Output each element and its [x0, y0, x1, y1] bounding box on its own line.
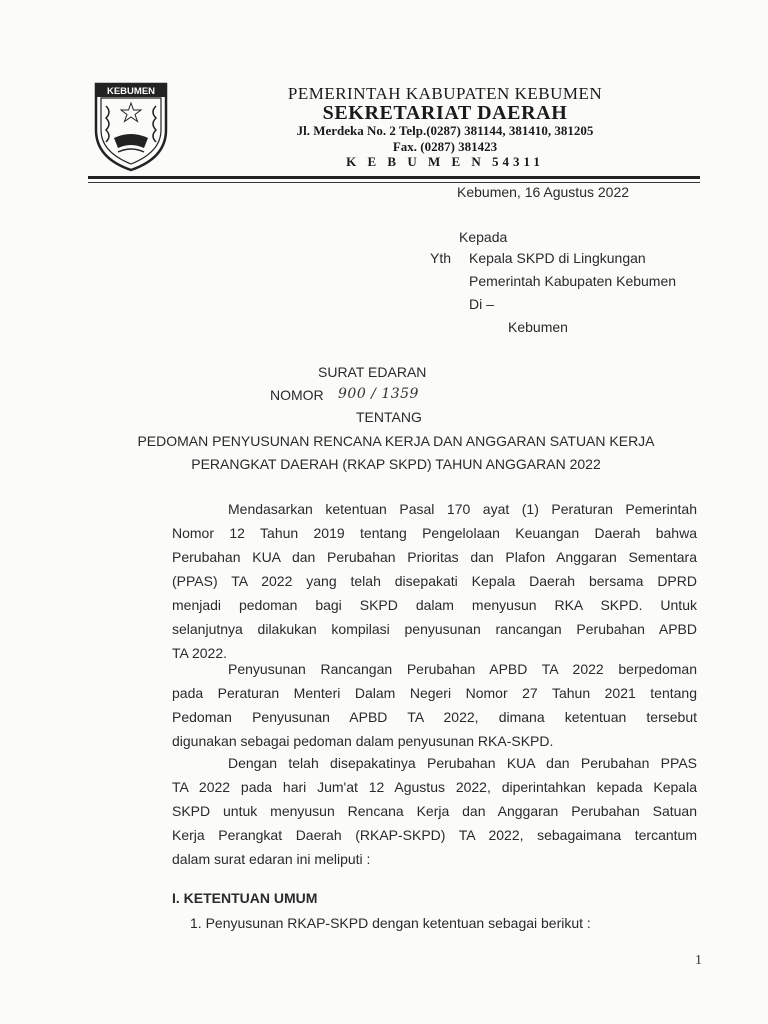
paragraph-line: Pedoman Penyusunan APBD TA 2022, dimana ketentuan tersebut [172, 709, 697, 725]
logo-text: KEBUMEN [106, 86, 156, 97]
paragraph-line: Dengan telah disepakatinya Perubahan KUA dan Perubahan PPAS [228, 755, 697, 771]
letterhead-fax: Fax. (0287) 381423 [392, 139, 498, 154]
letter-date: Kebumen, 16 Agustus 2022 [457, 184, 630, 200]
page-number: 1 [695, 953, 702, 968]
paragraph-line: Nomor 12 Tahun 2019 tentang Pengelolaan Keuangan Daerah bahwa [172, 525, 697, 541]
paragraph-line: dalam surat edaran ini meliputi : [172, 851, 371, 867]
paragraph-line: digunakan sebagai pedoman dalam penyusunan RKA-SKPD. [172, 733, 554, 749]
letterhead-government: PEMERINTAH KABUPATEN KEBUMEN [287, 84, 603, 103]
paragraph-line: Penyusunan Rancangan Perubahan APBD TA 2022 berpedoman [228, 661, 697, 677]
paragraph-3 [172, 751, 697, 871]
tentang-label: TENTANG [356, 409, 422, 425]
paragraph-line: pada Peraturan Menteri Dalam Negeri Nomor 27 Tahun 2021 tentang [172, 685, 697, 701]
paragraph-line: (PPAS) TA 2022 yang telah disepakati Kepala Daerah bersama DPRD [172, 573, 697, 589]
recipient-line-4: Kebumen [508, 319, 568, 335]
recipient-yth: Yth [430, 250, 452, 266]
recipient-line-1: Kepala SKPD di Lingkungan [469, 250, 646, 266]
kebumen-crest-logo [92, 80, 170, 172]
document-type: SURAT EDARAN [318, 364, 427, 380]
subject-line-2: PERANGKAT DAERAH (RKAP SKPD) TAHUN ANGGARAN 2022 [191, 456, 601, 472]
letterhead-divider-thin [88, 182, 700, 183]
letterhead-address: Jl. Merdeka No. 2 Telp.(0287) 381144, 381410, 381205 [296, 123, 594, 138]
recipient-kepada: Kepada [459, 229, 508, 245]
paragraph-line: Perubahan KUA dan Perubahan Prioritas dan Plafon Anggaran Sementara [172, 549, 697, 565]
subject-line-1: PEDOMAN PENYUSUNAN RENCANA KERJA DAN ANGGARAN SATUAN KERJA [137, 433, 655, 449]
paragraph-1 [172, 497, 697, 665]
paragraph-line: TA 2022 pada hari Jum'at 12 Agustus 2022, diperintahkan kepada Kepala [172, 779, 697, 795]
nomor-label: NOMOR [270, 387, 324, 403]
paragraph-line: TA 2022. [172, 645, 228, 661]
paragraph-line: Kerja Perangkat Daerah (RKAP-SKPD) TA 2022, sebagaimana tercantum [172, 827, 697, 843]
paragraph-2 [172, 657, 697, 753]
paragraph-line: menjadi pedoman bagi SKPD dalam menyusun RKA SKPD. Untuk [172, 597, 697, 613]
section-heading: I. KETENTUAN UMUM [172, 890, 318, 906]
letterhead-city: K E B U M E N 54311 [346, 154, 544, 169]
section-item-1: 1. Penyusunan RKAP-SKPD dengan ketentuan sebagai berikut : [190, 915, 591, 931]
nomor-handwritten-value: 900 / 1359 [338, 386, 419, 402]
letterhead-office: SEKRETARIAT DAERAH [322, 102, 568, 124]
paragraph-line: selanjutnya dilakukan kompilasi penyusunan rancangan Perubahan APBD [172, 621, 697, 637]
paragraph-line: Mendasarkan ketentuan Pasal 170 ayat (1) Peraturan Pemerintah [228, 501, 697, 517]
recipient-line-2: Pemerintah Kabupaten Kebumen [469, 273, 677, 289]
paragraph-line: SKPD untuk menyusun Rencana Kerja dan Anggaran Perubahan Satuan [172, 803, 697, 819]
recipient-line-3: Di – [469, 296, 494, 312]
letterhead-divider-thick [88, 176, 700, 179]
